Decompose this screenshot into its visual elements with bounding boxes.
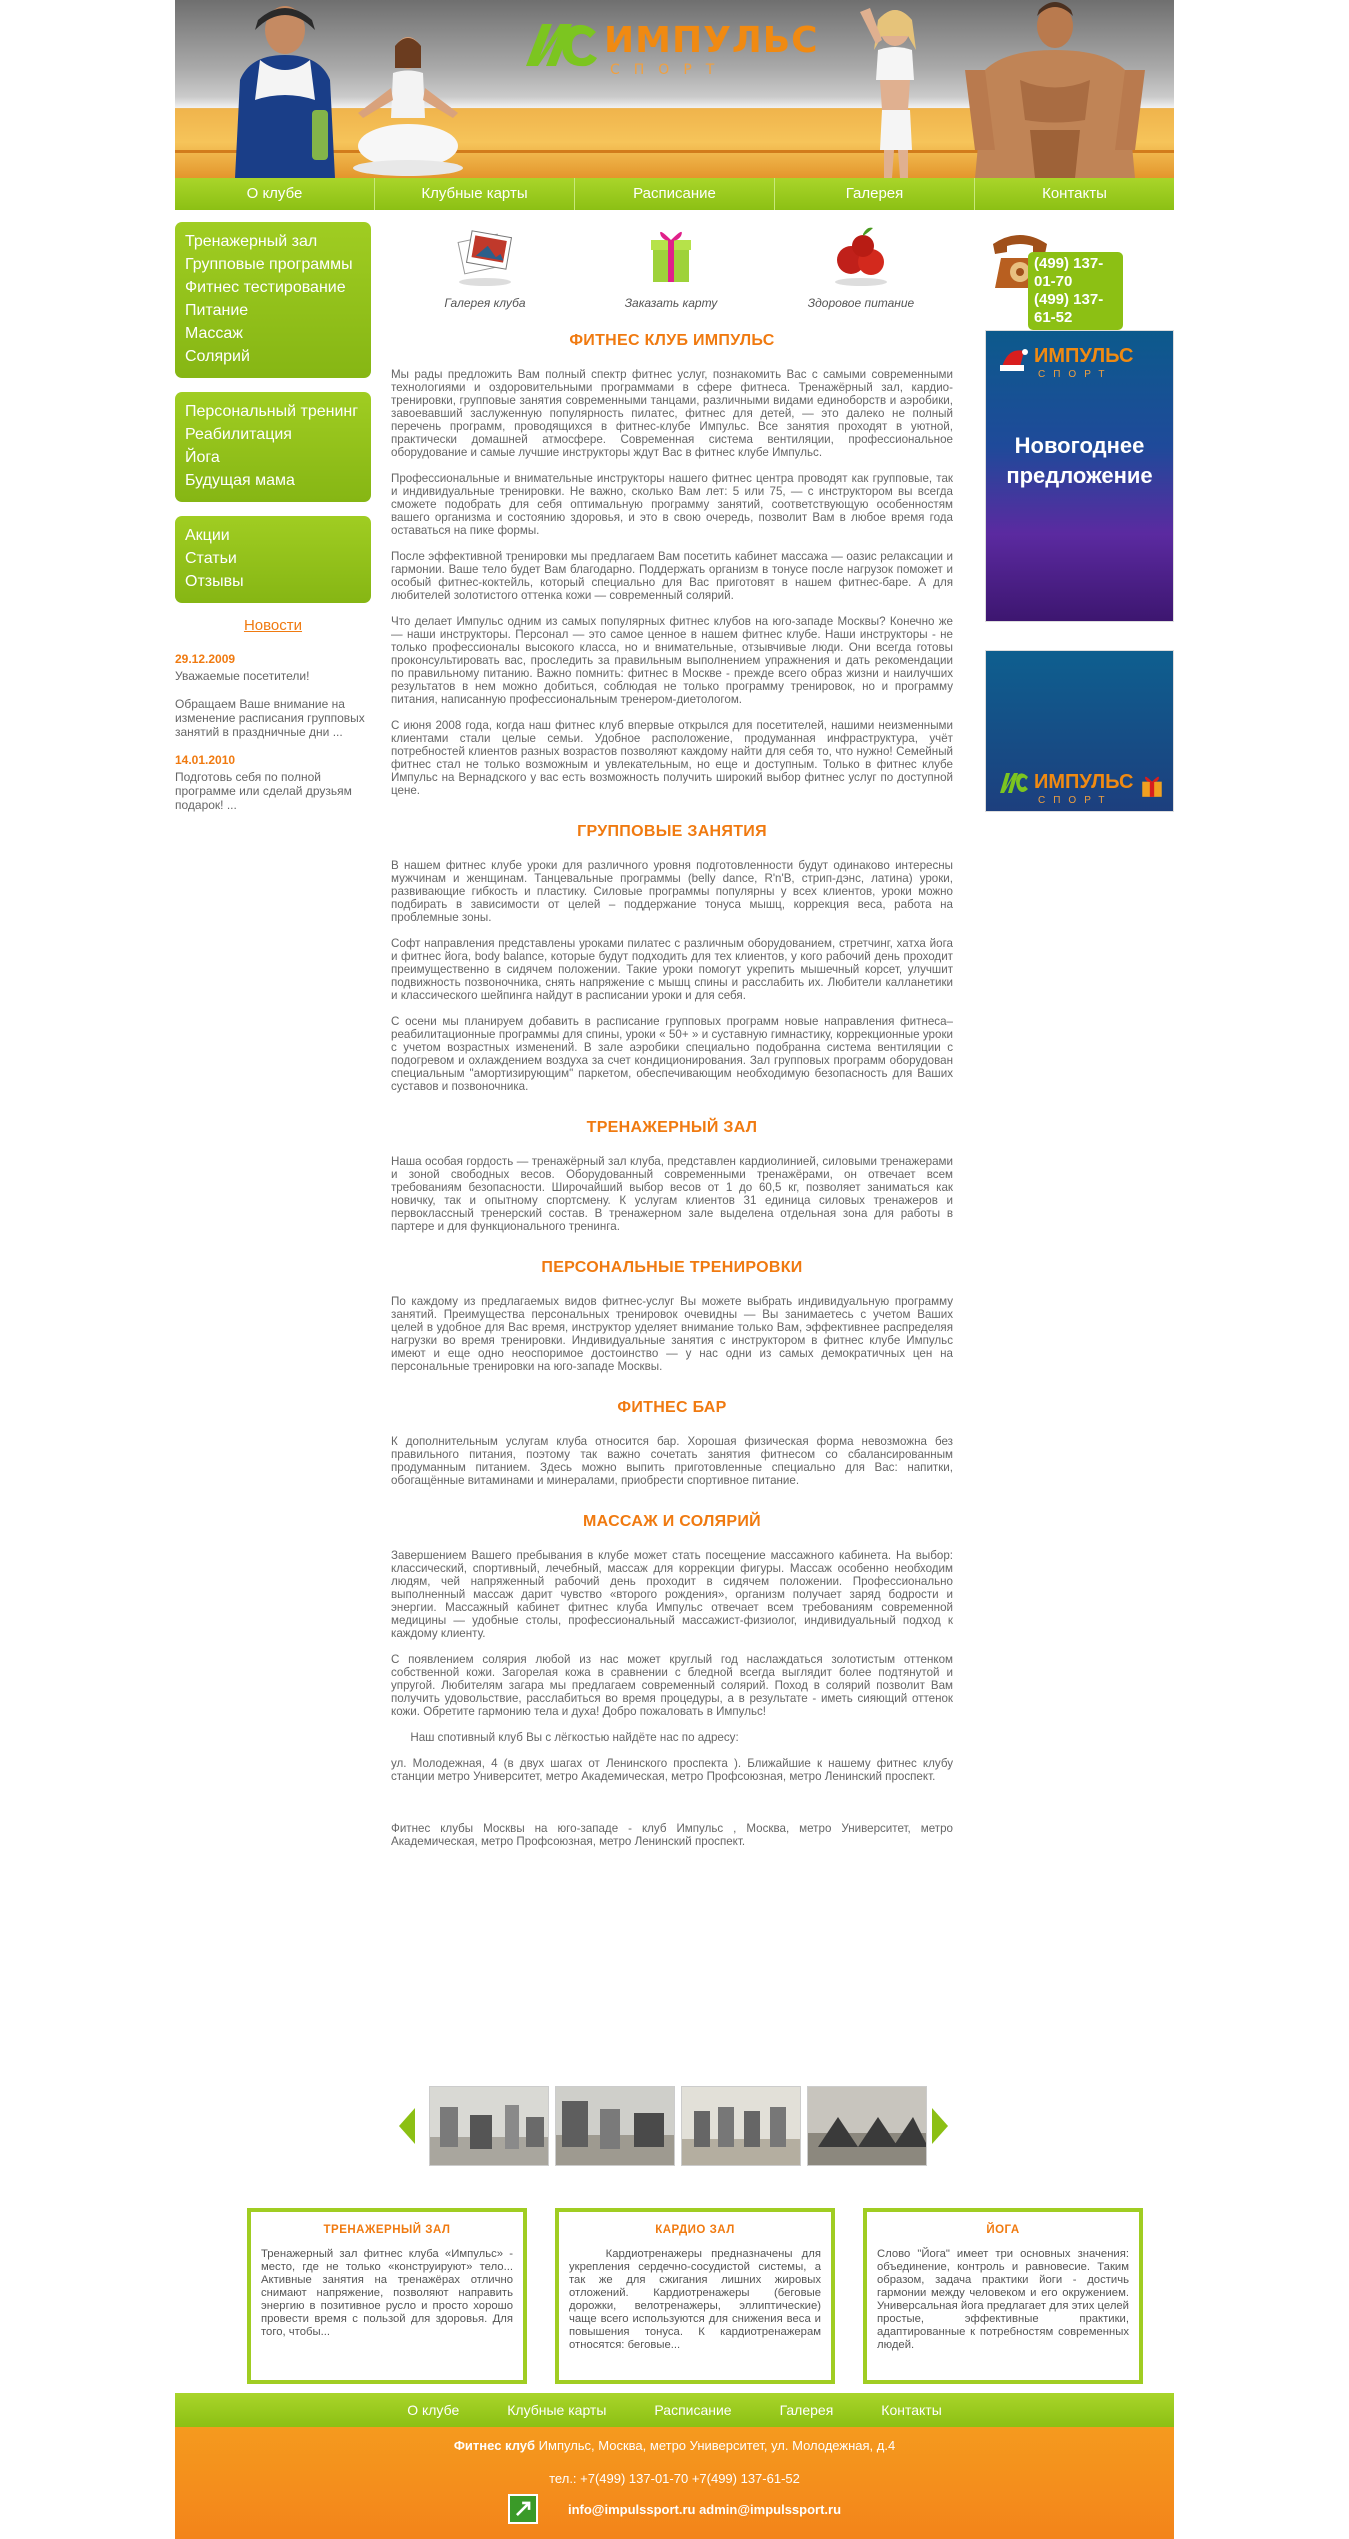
apples-icon [827, 222, 895, 288]
blonde-woman-photo [830, 0, 950, 178]
muscular-man-photo [935, 0, 1155, 178]
logo-mark-icon [998, 771, 1028, 795]
footer-nav-contacts[interactable]: Контакты [881, 2402, 942, 2418]
quick-link-gallery[interactable] [415, 222, 555, 310]
paragraph: С осени мы планируем добавить в расписание групповых программ новые направления фитнеса– реабилитационные программы для спины, уроки « 50+ » и суставную гимнастику, коррекционные уроки с учетом возрастных изменений. В зале аэробики специально подобранна система вентиляции с подогревом и охлаждением воздуха за счет кондиционирования. Зал групповых программ оборудован специальным "амортизирующим" паркетом, обеспечивающим необходимую безопасность для Ваших суставов и позвоночника. [391, 1015, 953, 1093]
section-fitness-club [391, 332, 953, 797]
footer-emails[interactable] [508, 2502, 841, 2517]
paragraph: Завершением Вашего пребывания в клубе может стать посещение массажного кабинета. На выбор: классический, спортивный, лечебный, массаж для коррекции фигуры. Массаж особенно необходим людям, чей напряженный рабочий день проходит в сидячем положении. Профессионально выполненный массаж дарит чувство «второго рождения», организм получает заряд бодрости и энергии. Массажный кабинет фитнес клуба Импульс отвечает всем требованиям современной медицины — удобные столы, профессиональный массажист-физиолог, индивидуальный подход к каждому клиенту. [391, 1549, 953, 1640]
paragraph: После эффективной тренировки мы предлагаем Вам посетить кабинет массажа — оазис релаксации и гармонии. Ваше тело будет Вам благодарно. Поддержать организм в тонусе после нагрузок поможет и особый фитнес-коктейль, который специально для Вас приготовят в нашем фитнес-баре. А для любителей золотистого оттенка кожи — современный солярий. [391, 550, 953, 602]
photo-gallery-strip [397, 2086, 950, 2170]
site-header [175, 0, 1174, 178]
right-sidebar [985, 222, 1174, 812]
footer-address-bold: Фитнес клуб [453, 2438, 536, 2453]
gym-photo [556, 2087, 675, 2166]
menu-rehabilitation[interactable]: Реабилитация [185, 426, 292, 443]
paragraph: ул. Молодежная, 4 (в двух шагах от Ленинского проспекта ). Ближайшие к нашему фитнес клубу станции метро Университет, метро Академическая, метро Профсоюзная, метро Ленинский проспект. [391, 1757, 953, 1783]
menu-yoga[interactable]: Йога [185, 449, 220, 466]
menu-nutrition[interactable]: Питание [185, 302, 249, 319]
site-footer [175, 2427, 1174, 2539]
section-massage-solarium [391, 1513, 953, 1848]
paragraph: В нашем фитнес клубе уроки для различного уровня подготовленности будут одинаково интересны мужчинам и женщинам. Танцевальные программы (belly dance, R'n'B, стрип-дэнс, латина) уроки, развивающие гибкость и пластику. Силовые программы популярны у всех клиентов, уроки можно подбирать в зависимости от целей – поддержание тонуса мышц, коррекция веса, работа на проблемные зоны. [391, 859, 953, 924]
box-text: Слово "Йога" имеет три основных значения: объединение, контроль и равновесие. Таким образом, задача практики йоги - достичь гармонии между человеком и его окружением. Универсальная йога предлагает для этих целей простые, эффективные практики, адаптированные к потребностям современных людей. [877, 2248, 1129, 2351]
nav-club-cards[interactable]: Клубные карты [375, 178, 575, 210]
yoga-woman-photo [353, 28, 463, 178]
phone-number: (499) 137-61-52 [1034, 291, 1104, 326]
phone-contact [985, 222, 1174, 326]
quick-link-healthy-food[interactable] [791, 222, 931, 310]
footer-address-rest: Импульс, Москва, метро Университет, ул. Молодежная, д.4 [535, 2438, 896, 2453]
info-box-gym[interactable] [247, 2208, 527, 2384]
paragraph: Что делает Импульс одним из самых популярных фитнес клубов на юго-западе Москвы? Конечно же — наши инструкторы. Персонал — это самое ценное в нашем фитнес клубе. Наши инструкторы - не только профессионалы высокого класса, но и внимательные, отзывчивые люди. Они всегда готовы проконсультировать вас, проследить за правильным выполнением упражнения и дать рекомендации по правильному питанию. Важно помнить: фитнес в Москве - прежде всего образ жизни и наилучших результатов в нем можно добиться, соблюдая не только программу тренировок, но и программу питания, написанную профессиональным тренером-диетологом. [391, 615, 953, 706]
box-text: Кардиотренажеры предназначены для укрепления сердечно-сосудистой системы, а так же для сжигания лишних жировых отложений. Кардиотренажеры (беговые дорожки, велотренажеры, эллиптические) чаще всего используются для снижения веса и повышения тонуса. К кардиотренажерам относятся: беговые... [569, 2248, 825, 2351]
footer-email-text: info@impulssport.ru admin@impulssport.ru [567, 2502, 842, 2517]
menu-future-mom[interactable]: Будущая мама [185, 472, 295, 489]
nav-contacts[interactable]: Контакты [1042, 185, 1107, 202]
quick-links [415, 222, 935, 317]
new-year-offer-banner[interactable] [985, 330, 1174, 622]
news-text: Уважаемые посетители! Обращаем Ваше внимание на изменение расписания групповых занятий в праздничные дни ... [175, 669, 365, 739]
info-box-cardio[interactable] [555, 2208, 835, 2384]
main-content [391, 320, 953, 1874]
menu-articles[interactable]: Статьи [185, 550, 237, 567]
left-sidebar [175, 222, 371, 826]
gallery-thumb[interactable] [555, 2086, 675, 2166]
info-menu [175, 516, 371, 603]
nav-gallery[interactable]: Галерея [775, 178, 975, 210]
services-menu [175, 222, 371, 378]
section-fitness-bar [391, 1399, 953, 1487]
news-text: Подготовь себя по полной программе или сделай друзьям подарок! ... [175, 770, 352, 812]
menu-personal-training[interactable]: Персональный тренинг [185, 403, 359, 420]
quick-link-caption: Здоровое питание [807, 296, 915, 310]
paragraph: К дополнительным услугам клуба относится бар. Хорошая физическая форма невозможна без правильного питания, поэтому так важно сочетать занятия фитнесом со сбалансированным продуманным питанием. Здесь можно выпить приготовленные специально для Вас: напитки, обогащённые витаминами и минералами, приобрести спортивное питание. [391, 1435, 953, 1487]
section-title: ТРЕНАЖЕРНЫЙ ЗАЛ [586, 1119, 758, 1136]
menu-fitness-testing[interactable]: Фитнес тестирование [185, 279, 346, 296]
gift-icon [637, 222, 705, 288]
box-text: Тренажерный зал фитнес клуба «Импульс» - место, где не только «конструируют» тело... Активные занятия на тренажёрах отлично снимают напряжение, позволяют направить энергию в позитивное русло и просто хорошо провести время с пользой для здоровья. Для того, чтобы... [261, 2248, 513, 2338]
promo-banner[interactable] [985, 650, 1174, 812]
box-title: ТРЕНАЖЕРНЫЙ ЗАЛ [323, 2224, 451, 2236]
footer-nav-schedule[interactable]: Расписание [654, 2402, 732, 2418]
info-box-yoga[interactable] [863, 2208, 1143, 2384]
nav-about[interactable]: О клубе [175, 178, 375, 210]
menu-solarium[interactable]: Солярий [185, 348, 250, 365]
paragraph: Наша особая гордость — тренажёрный зал клуба, представлен кардиолинией, силовыми тренажерами и зоной свободных весов. Оборудованный современными тренажёрами, он отвечает всем требованиям безопасности. Широчайший выбор весов от 1 до 60,5 кг, позволяет заниматься как новичку, так и опытному спортсмену. К услугам клиентов 31 единица силовых тренажеров и первоклассный тренерский состав. В тренажерном зале выделена отдельная зона для работы в партере и для функционального тренинга. [391, 1155, 953, 1233]
training-menu [175, 392, 371, 502]
paragraph: Софт направления представлены уроками пилатес с различным оборудованием, стретчинг, хатха йога и фитнес йога, body balance, которые будут подходить для тех клиентов, у кого рабочий день проходит преимущественно в сидячем положении. Такие уроки помогут укрепить мышечный корсет, улучшит подвижность позвоночника, снять напряжение с мышц спины и расслабить их. Любители калланетики и классического шейпинга найдут в расписании уроки и для себя. [391, 937, 953, 1002]
site-logo[interactable] [520, 18, 850, 78]
santa-hat-icon [998, 345, 1028, 375]
arrow-left-icon[interactable] [397, 2106, 417, 2146]
phone-numbers [1028, 252, 1123, 330]
menu-gym[interactable]: Тренажерный зал [185, 233, 318, 250]
phone-number: (499) 137-01-70 [1034, 255, 1104, 290]
menu-promotions[interactable]: Акции [185, 527, 230, 544]
paragraph: Профессиональные и внимательные инструкторы нашего фитнес центра проводят как групповые, так и индивидуальные тренировки. Не важно, сколько Вам лет: 5 или 75, — с инструктором вы всегда сможете подобрать для себя оптимальную программу занятий, соответствующую особенностям вашего организма и состоянию здоровья, и это в свою очередь, позволит Вам в любое время года оставаться на пике формы. [391, 472, 953, 537]
gift-box-icon [1139, 773, 1165, 799]
main-nav [175, 178, 1174, 210]
menu-massage[interactable]: Массаж [185, 325, 244, 342]
paragraph: Наш спотивный клуб Вы с лёгкостью найдёте нас по адресу: [391, 1731, 739, 1744]
gallery-thumb[interactable] [807, 2086, 927, 2166]
gym-photo [682, 2087, 801, 2166]
paragraph [391, 1796, 953, 1809]
paragraph: По каждому из предлагаемых видов фитнес-услуг Вы можете выбрать индивидуальную программу занятий. Преимущества персональных тренировок очевидны — Вы занимаетесь с учетом Ваших целей в удобное для Вас время, инструктор уделяет внимание только Вам, эффективнее распределяя нагрузки во время тренировки. Индивидуальные занятия с инструктором в фитнес клубе Импульс имеют и еще одно неоспоримое достоинство — у нас одни из самых демократичных цен на персональные тренировки на юго-западе Москвы. [391, 1295, 953, 1373]
footer-nav [175, 2393, 1174, 2427]
banner-sub: СПОРТ [1038, 369, 1113, 380]
banner-title: Новогоднее предложение [1006, 433, 1153, 488]
news-date: 29.12.2009 [175, 652, 236, 666]
section-gym [391, 1119, 953, 1233]
section-title: ПЕРСОНАЛЬНЫЕ ТРЕНИРОВКИ [541, 1259, 803, 1276]
section-title: МАССАЖ И СОЛЯРИЙ [582, 1513, 761, 1530]
logo-sub-text: СПОРТ [610, 62, 729, 78]
logo-mark-icon [520, 18, 598, 74]
banner-brand: ИМПУЛЬС [1034, 771, 1134, 793]
footer-phones: тел.: +7(499) 137-01-70 +7(499) 137-61-52 [549, 2471, 800, 2486]
section-group-classes [391, 823, 953, 1093]
banner-brand: ИМПУЛЬС [1034, 345, 1134, 367]
logo-brand-text: ИМПУЛЬС [604, 20, 819, 61]
footer-nav-about[interactable]: О клубе [407, 2402, 460, 2418]
footer-nav-club-cards[interactable]: Клубные карты [507, 2402, 607, 2418]
gym-photo [430, 2087, 549, 2166]
man-with-towel-photo [220, 0, 350, 178]
section-title: ГРУППОВЫЕ ЗАНЯТИЯ [577, 823, 767, 840]
arrow-right-icon[interactable] [930, 2106, 950, 2146]
menu-group-programs[interactable]: Групповые программы [185, 256, 353, 273]
banner-logo [998, 345, 1163, 385]
news-date: 14.01.2010 [175, 753, 236, 767]
box-title: ЙОГА [986, 2224, 1020, 2236]
banner-sub: СПОРТ [1038, 795, 1113, 806]
photos-icon [451, 222, 519, 288]
menu-reviews[interactable]: Отзывы [185, 573, 244, 590]
footer-address [175, 2438, 1174, 2453]
gallery-thumb[interactable] [429, 2086, 549, 2166]
paragraph: С июня 2008 года, когда наш фитнес клуб впервые открылся для посетителей, нашими неизменными клиентами стали целые семьи. Удобное расположение, продуманная инфраструктура, учёт потребностей клиентов разных возрастов позволяют каждому найти для себя то, что нужно! Семейный фитнес стал не только возможным и увлекательным, но еще и доступным. Только в фитнес клубе Импульс на Вернадского у вас есть возможность получить широкий выбор фитнес услуг по доступной цене. [391, 719, 953, 797]
nav-schedule[interactable]: Расписание [575, 178, 775, 210]
news-heading-link[interactable]: Новости [243, 617, 303, 634]
news-item[interactable] [175, 652, 371, 739]
news-item[interactable] [175, 753, 371, 812]
gallery-thumb[interactable] [681, 2086, 801, 2166]
paragraph: С появлением солярия любой из нас может круглый год наслаждаться золотистым оттенком собственной кожи. Загорелая кожа в сравнении с бледной всегда выглядит более подтянутой и упругой. Любителям загара мы предлагаем современный солярий. Поход в солярий позволит Вам получить удовольствие, расслабиться во время процедуры, а в результате - иметь сияющий оттенок кожи. Обретите гармонию тела и духа! Добро пожаловать в Импульс! [391, 1653, 953, 1718]
section-title: ФИТНЕС БАР [617, 1399, 727, 1416]
footer-nav-gallery[interactable]: Галерея [779, 2402, 834, 2418]
gym-photo [808, 2087, 927, 2166]
section-personal-training [391, 1259, 953, 1373]
paragraph: Фитнес клубы Москвы на юго-западе - клуб Импульс , Москва, метро Университет, метро Академическая, метро Профсоюзная, метро Ленинский проспект. [391, 1822, 953, 1848]
section-title: ФИТНЕС КЛУБ ИМПУЛЬС [569, 332, 775, 349]
paragraph: Мы рады предложить Вам полный спектр фитнес услуг, познакомить Вас с самыми современными технологиями и оздоровительными программами в сфере фитнеса. Тренажёрный зал, кардио-тренировки, групповые занятия современными танцами, различными видами единоборств и аэробики, завоевавший заслуженную популярность пилатес, фитнес для детей, — это далеко не полный перечень программ, проводящихся в фитнес-клубе Импульс. Все занятия проходят в уютной, практически домашней атмосфере. Современная система вентиляции, профессиональное оборудование и самые лучшие инструкторы ждут Вас в фитнес клубе Импульс. [391, 368, 953, 459]
quick-link-caption: Галерея клуба [444, 296, 526, 310]
quick-link-order-card[interactable] [601, 222, 741, 310]
counter-badge-icon[interactable] [508, 2494, 538, 2524]
quick-link-caption: Заказать карту [624, 296, 718, 310]
box-title: КАРДИО ЗАЛ [655, 2224, 735, 2236]
